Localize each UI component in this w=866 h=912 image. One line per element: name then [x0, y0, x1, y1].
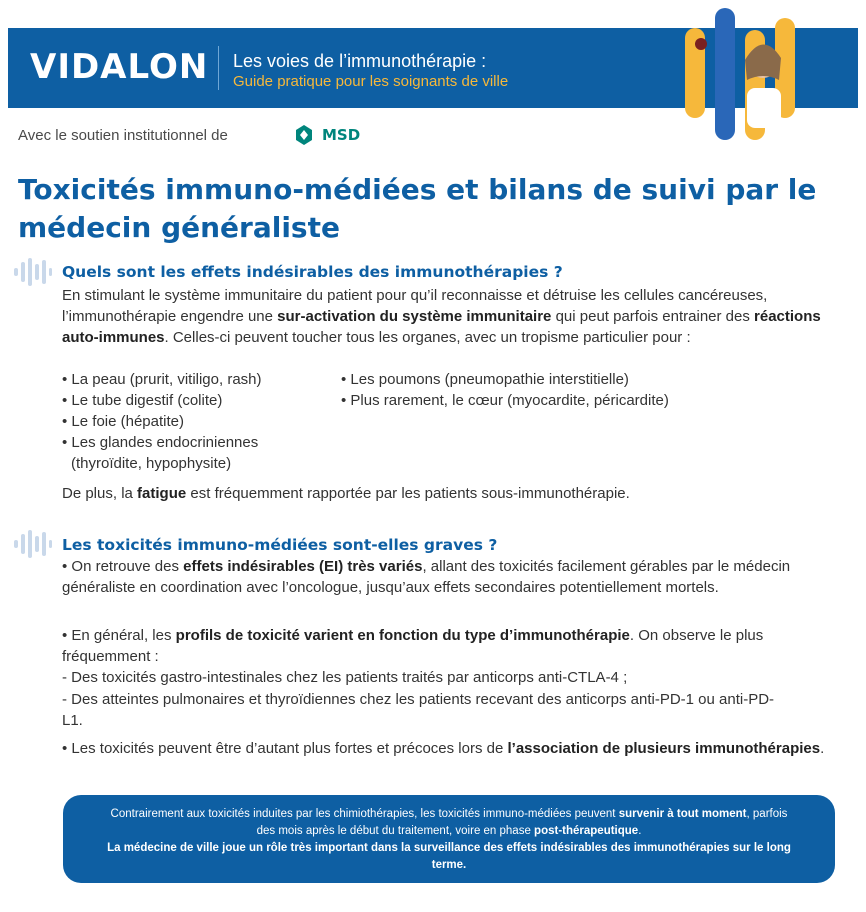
header-photo-collage	[675, 0, 800, 140]
b3-part-2: .	[820, 740, 825, 757]
intro-part-3: . Celles-ci peuvent toucher tous les organes, avec un tropisme particulier pour :	[164, 329, 691, 346]
callout-text-3: .	[638, 825, 642, 837]
b3-part-1: • Les toxicités peuvent être d’autant plus fortes et précoces lors de	[62, 740, 508, 757]
sub-item-ctla4: - Des toxicités gastro-intestinales chez les patients traités par anticorps anti-CTLA-4 ;	[62, 669, 628, 686]
logo-on: ON	[148, 47, 209, 87]
fatigue-note	[62, 483, 842, 504]
list-item: • Le tube digestif (colite)	[62, 392, 223, 409]
banner-title: Les voies de l’immunothérapie :	[233, 51, 487, 71]
list-item: (thyroïdite, hypophysite)	[71, 455, 232, 472]
list-item: • Plus rarement, le cœur (myocardite, péricardite)	[341, 392, 669, 409]
msd-label: MSD	[322, 126, 361, 144]
intro-bold-1: sur-activation du système immunitaire	[277, 308, 552, 325]
organ-list-left	[62, 369, 262, 474]
b2-part-1: • En général, les	[62, 627, 176, 644]
msd-logo	[292, 123, 360, 147]
sound-wave-icon	[12, 256, 52, 288]
vidal-on-logo	[30, 47, 208, 87]
sound-wave-icon	[12, 528, 52, 560]
banner-divider	[218, 46, 219, 90]
banner-subtitle: Guide pratique pour les soignants de ville	[233, 73, 509, 90]
list-item: • Le foie (hépatite)	[62, 413, 184, 430]
b1-part-2: , allant des toxicités facilement gérables par le médecin généraliste en coordination avec l’oncologue, jusqu’aux effets secondaires potentiellement mortels.	[62, 558, 791, 597]
bullet-association	[62, 738, 842, 759]
callout-text-1: Contrairement aux toxicités induites par les chimiothérapies, les toxicités immuno-médiées peuvent	[110, 808, 619, 820]
logo-vidal: VIDAL	[30, 47, 149, 87]
organ-list-right	[341, 369, 669, 411]
fatigue-bold: fatigue	[137, 485, 187, 502]
b3-bold: l’association de plusieurs immunothérapies	[507, 740, 821, 757]
bullet-variety	[62, 556, 842, 599]
section2-heading: Les toxicités immuno-médiées sont-elles graves ?	[62, 536, 498, 554]
callout-bold-2: post-thérapeutique	[534, 825, 639, 837]
intro-part-1: En stimulant le système immunitaire du patient pour qu’il reconnaisse et détruise les cellules cancéreuses, l’immunothérapie engendre une	[62, 287, 768, 325]
fatigue-part-1: De plus, la	[62, 485, 138, 502]
key-message-callout	[63, 795, 835, 883]
callout-bold-1: survenir à tout moment	[618, 808, 747, 820]
intro-bold-2: réactions auto-immunes	[62, 308, 821, 346]
callout-bold-3: La médecine de ville joue un rôle très important dans la surveillance des effets indésirables des immunothérapies sur le long terme.	[107, 842, 791, 871]
sub-item-pd1: - Des atteintes pulmonaires et thyroïdiennes chez les patients recevant des anticorps anti-PD-1 ou anti-PD-L1.	[62, 691, 775, 730]
callout-text-2: , parfois des mois après le début du traitement, voire en phase	[256, 808, 788, 837]
intro-part-2: qui peut parfois entrainer des	[551, 308, 755, 325]
page-title: Toxicités immuno-médiées et bilans de suivi par le médecin généraliste	[18, 173, 817, 244]
b1-part-1: • On retrouve des	[62, 558, 184, 575]
fatigue-part-2: est fréquemment rapportée par les patients sous-immunothérapie.	[186, 485, 630, 502]
b2-part-2: . On observe le plus fréquemment :	[62, 627, 764, 666]
list-item: • La peau (prurit, vitiligo, rash)	[62, 371, 262, 388]
section1-heading: Quels sont les effets indésirables des immunothérapies ?	[62, 263, 563, 281]
b2-bold: profils de toxicité varient en fonction du type d’immunothérapie	[175, 627, 630, 644]
section1-intro	[62, 285, 842, 348]
msd-icon	[292, 123, 316, 147]
support-text: Avec le soutien institutionnel de	[18, 127, 228, 144]
bullet-profiles	[62, 625, 842, 668]
list-item: • Les poumons (pneumopathie interstitielle)	[341, 371, 629, 388]
list-item: • Les glandes endocriniennes	[62, 434, 259, 451]
b1-bold: effets indésirables (EI) très variés	[183, 558, 423, 575]
